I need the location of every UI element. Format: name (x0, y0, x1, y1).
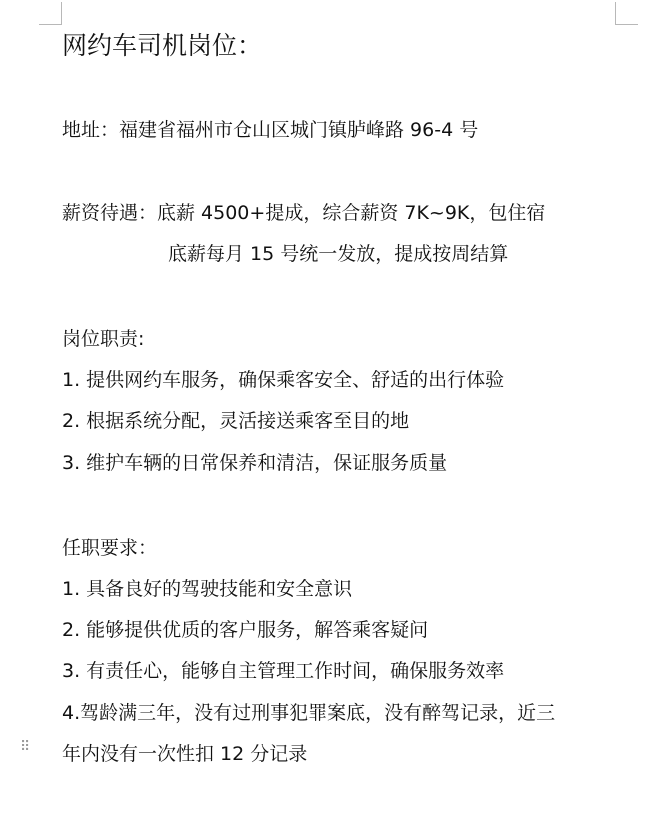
requirement-item: 2. 能够提供优质的客户服务，解答乘客疑问 (62, 619, 429, 641)
duty-item: 1. 提供网约车服务，确保乘客安全、舒适的出行体验 (62, 369, 505, 391)
salary-line: 薪资待遇：底薪 4500+提成，综合薪资 7K~9K，包住宿 (62, 202, 546, 224)
requirement-item: 4.驾龄满三年，没有过刑事犯罪案底，没有醉驾记录，近三 (62, 702, 556, 724)
salary-detail-line: 底薪每月 15 号统一发放，提成按周结算 (168, 243, 509, 265)
duty-item: 2. 根据系统分配，灵活接送乘客至目的地 (62, 410, 410, 432)
requirement-item-continued: 年内没有一次性扣 12 分记录 (62, 743, 308, 765)
requirements-heading: 任职要求： (62, 537, 158, 559)
page-title: 网约车司机岗位： (62, 31, 263, 60)
duties-heading: 岗位职责: (62, 328, 145, 350)
requirement-item: 3. 有责任心，能够自主管理工作时间，确保服务效率 (62, 660, 505, 682)
margin-corner-mark (615, 2, 638, 25)
drag-handle-icon[interactable]: ⠿ (20, 739, 32, 755)
requirement-item: 1. 具备良好的驾驶技能和安全意识 (62, 578, 353, 600)
address-line: 地址：福建省福州市仓山区城门镇胪峰路 96-4 号 (62, 119, 479, 141)
margin-corner-mark (39, 2, 62, 25)
duty-item: 3. 维护车辆的日常保养和清洁，保证服务质量 (62, 452, 448, 474)
